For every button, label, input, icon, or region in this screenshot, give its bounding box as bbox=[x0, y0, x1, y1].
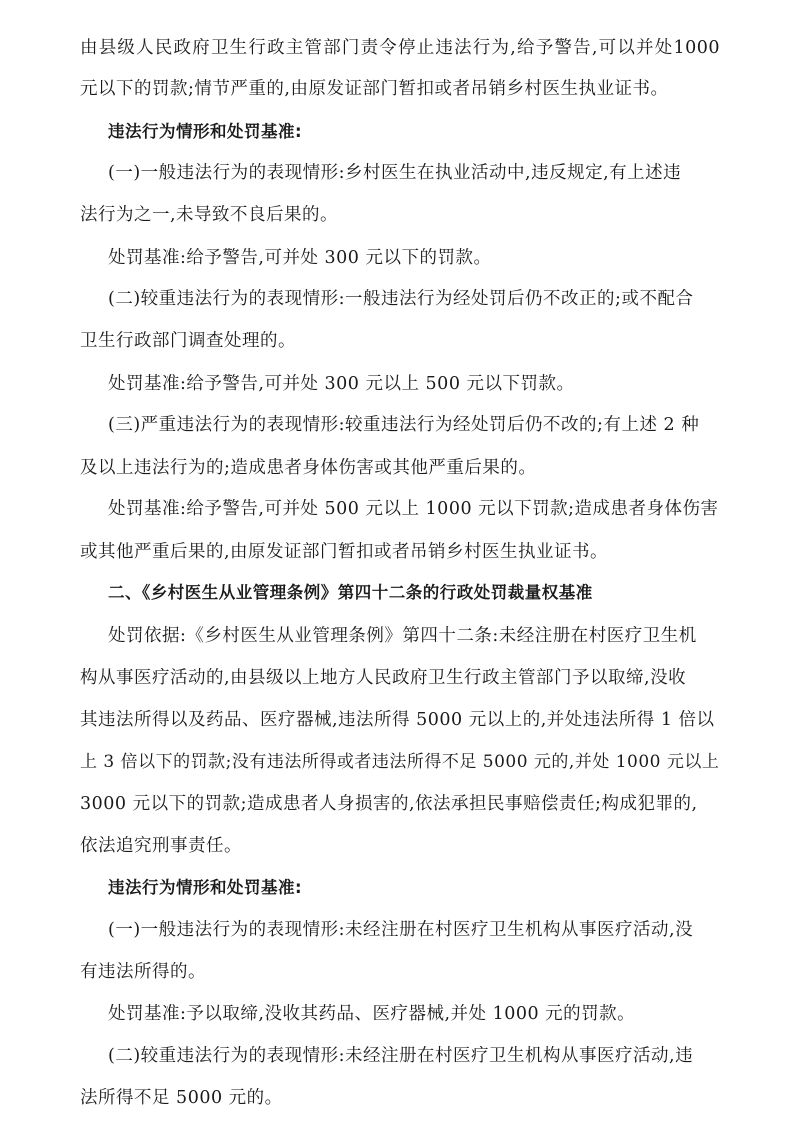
text-line: (二)较重违法行为的表现情形:未经注册在村医疗卫生机构从事医疗活动,违 bbox=[108, 1046, 694, 1066]
text-line: (一)一般违法行为的表现情形:未经注册在村医疗卫生机构从事医疗活动,没 bbox=[108, 920, 694, 940]
text-line: 构从事医疗活动的,由县级以上地方人民政府卫生行政主管部门予以取缔,没收 bbox=[80, 668, 687, 688]
section-heading: 违法行为情形和处罚基准: bbox=[108, 878, 303, 897]
text-line: 3000 元以下的罚款;造成患者人身损害的,依法承担民事赔偿责任;构成犯罪的, bbox=[80, 794, 698, 814]
text-line: 处罚基准:给予警告,可并处 300 元以下的罚款。 bbox=[108, 248, 492, 268]
text-line: 卫生行政部门调查处理的。 bbox=[80, 331, 296, 351]
text-line: (二)较重违法行为的表现情形:一般违法行为经处罚后仍不改正的;或不配合 bbox=[108, 289, 694, 309]
text-line: 有违法所得的。 bbox=[80, 962, 206, 982]
text-line: 由县级人民政府卫生行政主管部门责令停止违法行为,给予警告,可以并处1000 bbox=[80, 38, 720, 58]
section-heading: 二、《乡村医生从业管理条例》第四十二条的行政处罚裁量权基准 bbox=[108, 583, 593, 602]
text-line: 法行为之一,未导致不良后果的。 bbox=[80, 205, 339, 225]
text-line: 其违法所得以及药品、医疗器械,违法所得 5000 元以上的,并处违法所得 1 倍以 bbox=[80, 710, 715, 730]
section-heading: 违法行为情形和处罚基准: bbox=[108, 122, 303, 141]
text-line: 上 3 倍以下的罚款;没有违法所得或者违法所得不足 5000 元的,并处 1000 元以上 bbox=[80, 752, 720, 772]
text-line: 法所得不足 5000 元的。 bbox=[80, 1088, 283, 1108]
text-line: 处罚依据:《乡村医生从业管理条例》第四十二条:未经注册在村医疗卫生机 bbox=[108, 626, 697, 646]
text-line: 处罚基准:给予警告,可并处 300 元以上 500 元以下罚款。 bbox=[108, 374, 575, 394]
text-line: 处罚基准:给予警告,可并处 500 元以上 1000 元以下罚款;造成患者身体伤害 bbox=[108, 499, 719, 519]
text-line: 处罚基准:予以取缔,没收其药品、医疗器械,并处 1000 元的罚款。 bbox=[108, 1004, 636, 1024]
text-line: 或其他严重后果的,由原发证部门暂扣或者吊销乡村医生执业证书。 bbox=[80, 542, 609, 562]
text-line: 依法追究刑事责任。 bbox=[80, 836, 242, 856]
text-line: (三)严重违法行为的表现情形:较重违法行为经处罚后仍不改的;有上述 2 种 bbox=[108, 415, 700, 435]
text-line: (一)一般违法行为的表现情形:乡村医生在执业活动中,违反规定,有上述违 bbox=[108, 163, 682, 183]
text-line: 元以下的罚款;情节严重的,由原发证部门暂扣或者吊销乡村医生执业证书。 bbox=[80, 79, 669, 99]
text-line: 及以上违法行为的;造成患者身体伤害或其他严重后果的。 bbox=[80, 458, 537, 478]
